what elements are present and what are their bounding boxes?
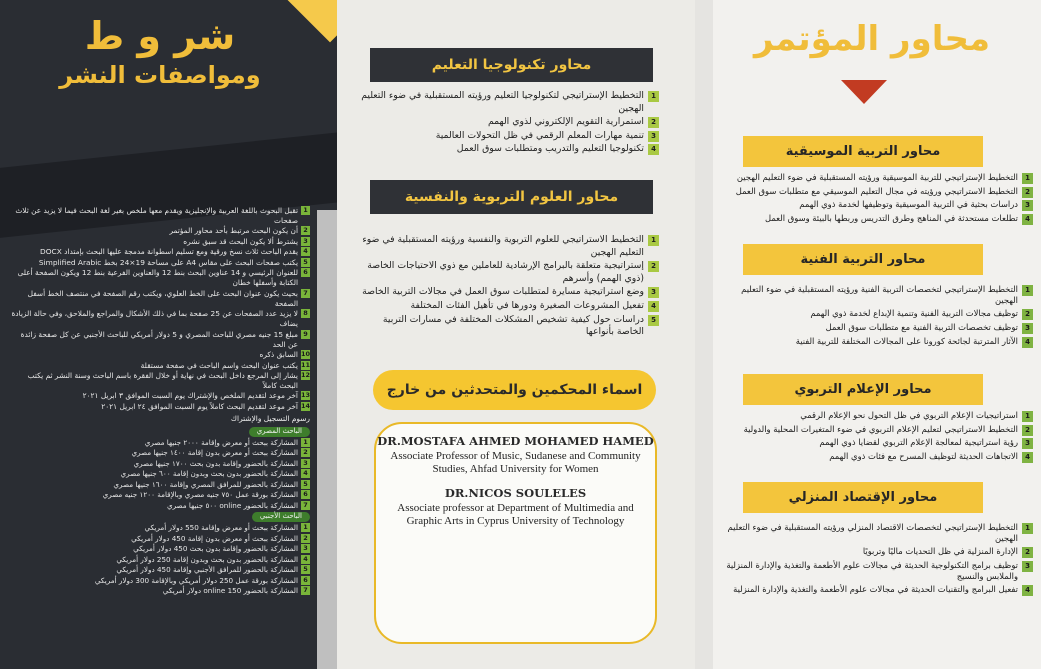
art-list: [720, 284, 1033, 349]
item-number-badge: 5: [301, 480, 310, 489]
foreign-label: الباحث الأجنبي: [252, 512, 310, 522]
item-number-badge: 2: [1022, 547, 1033, 558]
item-text: يقدم الباحث ثلاث نسخ ورقية ومع تسليم اسطوانة مدمجة عليها البحث بإمتداد DOCX: [40, 247, 298, 257]
list-item: [720, 199, 1033, 211]
item-number-badge: 2: [301, 226, 310, 235]
item-number-badge: 1: [1022, 523, 1033, 534]
list-item: [720, 522, 1033, 545]
item-text: المشاركة ببحث أو معرض وإقامة 550 دولار أمريكي: [144, 523, 298, 533]
tech-list: [359, 90, 659, 157]
list-item: [10, 226, 310, 236]
topics-panel-middle: [337, 0, 695, 669]
item-number-badge: 4: [301, 247, 310, 256]
item-text: المشاركة بالحضور online 150 دولار أمريكي: [162, 586, 298, 596]
panel-edge: [695, 0, 713, 669]
list-item: [10, 555, 310, 565]
item-text: المشاركة بالحضور للمرافق الأجنبي وإقامة 450 دولار أمريكي: [116, 565, 298, 575]
item-text: التخطيط الاستراتيجي للعلوم التربوية والنفسية ورؤيته المستقبلية في ضوء التعليم الهجين: [362, 234, 644, 258]
item-text: استمرارية التقويم الإلكتروني لذوي الهمم: [487, 116, 644, 128]
list-item: [720, 336, 1033, 348]
reviewer-entry: [376, 434, 655, 476]
item-text: تكنولوجيا التعليم والتدريب ومتطلبات سوق العمل: [456, 143, 644, 155]
list-item: [10, 480, 310, 490]
item-number-badge: 2: [301, 534, 310, 543]
item-text: يكتب عنوان البحث واسم الباحث في صفحة مستقلة: [140, 360, 298, 370]
music-header: محاور التربية الموسيقية: [743, 136, 983, 167]
item-number-badge: 2: [1022, 425, 1033, 436]
item-number-badge: 4: [301, 469, 310, 478]
item-number-badge: 13: [300, 391, 310, 400]
reviewer-name: DR.MOSTAFA AHMED MOHAMED HAMED: [377, 434, 654, 448]
item-text: تطلعات مستحدثة في المناهج وطرق التدريس وربطها بالبيئة وسوق العمل: [764, 212, 1018, 223]
list-item: [720, 424, 1033, 436]
conditions-subtitle: ومواصفات النشر: [59, 61, 261, 89]
topics-panel-right: [695, 0, 1041, 669]
item-text: المشاركة ببحث أو معرض وإقامة ٢٠٠٠ جنيها مصري: [144, 437, 298, 447]
music-list: [720, 172, 1033, 226]
item-number-badge: 5: [301, 258, 310, 267]
list-item: [10, 576, 310, 586]
item-number-badge: 7: [301, 586, 310, 595]
item-number-badge: 3: [648, 131, 659, 142]
item-number-badge: 11: [300, 360, 310, 369]
list-item: [10, 534, 310, 544]
item-number-badge: 2: [1022, 309, 1033, 320]
item-text: أن يكون البحث مرتبط بأحد محاور المؤتمر: [169, 226, 298, 236]
list-item: [10, 371, 310, 391]
item-text: المشاركة بورقة عمل ٧٥٠ جنيه مصري وبالإقامة ١٢٠٠ جنيه مصري: [102, 490, 298, 500]
list-item: [10, 206, 310, 226]
item-text: التخطيط الإستراتيجي لتخصصات الاقتصاد المنزلي ورؤيته المستقبلية في ضوء التعليم الهجين: [727, 522, 1018, 544]
item-text: الاتجاهات الحديثة لتوظيف المسرح مع فئات ذوي الهمم: [829, 450, 1018, 461]
item-number-badge: 3: [301, 459, 310, 468]
list-item: [10, 330, 310, 350]
list-item: [10, 544, 310, 554]
list-item: [720, 213, 1033, 225]
item-text: دراسات بحثية في التربية الموسيقية وتوظيفها لخدمة ذوي الهمم: [799, 199, 1018, 210]
list-item: [359, 143, 659, 156]
list-item: [10, 258, 310, 268]
list-item: [359, 90, 659, 115]
reviewers-card: [374, 422, 657, 644]
media-header: محاور الإعلام التربوي: [743, 374, 983, 405]
item-number-badge: 1: [1022, 173, 1033, 184]
edu-header: محاور العلوم التربوية والنفسية: [370, 180, 653, 214]
item-number-badge: 2: [301, 448, 310, 457]
item-number-badge: 10: [300, 350, 310, 359]
item-text: المشاركة بالحضور وإقامة بدون بحث 450 دولار أمريكي: [133, 544, 298, 554]
item-text: السابق ذكره: [259, 350, 298, 360]
item-number-badge: 1: [301, 438, 310, 447]
list-item: [359, 314, 659, 339]
list-item: [720, 584, 1033, 596]
item-number-badge: 1: [1022, 285, 1033, 296]
list-item: [10, 289, 310, 309]
list-item: [720, 437, 1033, 449]
item-number-badge: 4: [1022, 452, 1033, 463]
item-number-badge: 5: [301, 565, 310, 574]
reviewers-pill: اسماء المحكمين والمتحدثين من خارج: [373, 370, 656, 410]
item-number-badge: 6: [301, 576, 310, 585]
item-text: التخطيط الإستراتيجي لتكنولوجيا التعليم ورؤيته المستقبلية في ضوء التعليم الهجين: [361, 90, 644, 114]
item-text: مبلغ 15 جنيه مصري للباحث المصري و 5 دولار أمريكي للباحث الأجنبي عن كل صفحة زائدة عن الحد: [20, 329, 298, 349]
item-text: لا يزيد عدد الصفحات عن 25 صفحة بما في ذلك الأشكال والمراجع والملاحق، وفي حالة الزيادة يضاف: [11, 309, 298, 329]
item-number-badge: 4: [301, 555, 310, 564]
item-text: توظيف برامج التكنولوجية الحديثة في مجالات علوم الأطعمة والتغذية والإدارة المنزلية والملابس والنسيج: [726, 560, 1018, 582]
list-item: [720, 560, 1033, 583]
list-item: [10, 402, 310, 412]
topics-title: محاور المؤتمر: [753, 19, 991, 59]
list-item: [359, 260, 659, 285]
egyptian-label: الباحث المصري: [249, 427, 310, 437]
list-item: [359, 234, 659, 259]
item-number-badge: 12: [300, 371, 310, 380]
item-text: آخر موعد لتقديم البحث كاملاً يوم السبت الموافق ٢٤ ابريل ٢٠٢١: [101, 401, 298, 411]
list-item: [10, 565, 310, 575]
item-number-badge: 3: [301, 544, 310, 553]
list-item: [359, 286, 659, 299]
item-text: المشاركة بالحضور بدون بحث وبدون إقامة ٦٠٠ جنيها مصري: [120, 469, 298, 479]
item-number-badge: 6: [301, 490, 310, 499]
item-number-badge: 1: [1022, 411, 1033, 422]
item-text: تفعيل المشروعات الصغيرة ودورها في تأهيل الفئات المختلفة: [410, 299, 644, 311]
item-text: المشاركة بالحضور online ٥٠٠ جنيها مصري: [166, 500, 298, 510]
item-number-badge: 14: [300, 401, 310, 410]
item-number-badge: 9: [301, 330, 310, 339]
item-text: للعنوان الرئيسي و 14 عناوين البحث بنط 12 والعناوين الفرعية بنط 12 ويكون الصفحة أعلى الكتابة وأسفلها خطان: [17, 268, 298, 288]
reviewer-name: DR.NICOS SOULELES: [444, 486, 587, 500]
list-item: [720, 186, 1033, 198]
item-text: الآثار المترتبة لجائحة كورونا على المجالات المختلفة للتربية الفنية: [795, 335, 1018, 346]
item-text: المشاركة بالحضور وإقامة بدون بحث ١٧٠٠ جنيها مصري: [133, 458, 298, 468]
down-arrow-icon: [841, 80, 887, 104]
item-number-badge: 3: [1022, 323, 1033, 334]
home-list: [720, 522, 1033, 598]
item-text: تقبل البحوث باللغة العربية والإنجليزية ويقدم معها ملخص بغير لغة البحث فيما لا يزيد عن ثلاث صفحات: [15, 206, 298, 225]
item-number-badge: 4: [1022, 585, 1033, 596]
item-number-badge: 7: [301, 501, 310, 510]
item-text: رؤية استراتيجية لمعالجة الإعلام التربوي لقضايا ذوي الهمم: [819, 437, 1018, 448]
item-number-badge: 1: [301, 206, 310, 215]
item-text: المشاركة بورقة عمل 250 دولار أمريكي وبالإقامة 300 دولار أمريكي: [94, 575, 298, 585]
item-text: وضع استراتيجية مسايرة لمتطلبات سوق العمل في مجالات التربية الخاصة: [362, 286, 644, 298]
list-item: [10, 501, 310, 511]
item-number-badge: 7: [301, 289, 310, 298]
list-item: [10, 438, 310, 448]
decorative-diamond: [288, 0, 337, 42]
item-text: إستراتيجية متعلقة بالبرامج الإرشادية للعاملين مع ذوي الاحتياجات الخاصة (ذوي الهمم) وأسرهم: [367, 260, 644, 284]
list-item: [10, 247, 310, 257]
item-number-badge: 6: [301, 268, 310, 277]
home-header: محاور الإقتصاد المنزلي: [743, 482, 983, 513]
list-item: [10, 361, 310, 371]
item-text: يشترط ألا يكون البحث قد سبق نشره: [183, 236, 298, 246]
conditions-panel: [0, 0, 337, 669]
item-text: التخطيط الإستراتيجي لتخصصات التربية الفنية ورؤيته المستقبلية في ضوء التعليم الهجين: [741, 284, 1018, 306]
item-text: توظيف مجالات التربية الفنية وتنمية الإبداع لخدمة ذوي الهمم: [810, 308, 1018, 319]
item-number-badge: 4: [1022, 214, 1033, 225]
list-item: [720, 322, 1033, 334]
reviewer-affiliation: Associate professor at Department of Multimedia and Graphic Arts in Cyprus University of Technology: [397, 502, 634, 527]
list-item: [720, 451, 1033, 463]
item-number-badge: 4: [1022, 337, 1033, 348]
list-item: [359, 130, 659, 143]
item-text: استراتيجيات الإعلام التربوي في ظل التحول نحو الإعلام الرقمي: [800, 410, 1018, 420]
art-header: محاور التربية الفنية: [743, 244, 983, 275]
list-item: [720, 172, 1033, 184]
item-text: المشاركة ببحث أو معرض بدون إقامة ١٤٠٠ جنيها مصري: [131, 448, 298, 458]
list-item: [10, 350, 310, 360]
fees-title: رسوم التسجيل والإشتراك: [230, 413, 310, 423]
item-text: المشاركة ببحث أو معرض بدون إقامة 450 دولار أمريكي: [131, 533, 298, 543]
item-number-badge: 2: [648, 261, 659, 272]
conditions-list: [10, 206, 310, 597]
conditions-title: شر و ط: [84, 14, 236, 58]
panel-edge: [317, 210, 337, 669]
list-item: [10, 391, 310, 401]
item-text: دراسات حول كيفية تشخيص المشكلات المختلفة في مسارات التربية الخاصة بأنواعها: [382, 313, 644, 338]
item-text: بحيث يكون عنوان البحث على الخط العلوي، ويكتب رقم الصفحة في منتصف الخط أسفل الصفحة: [27, 288, 298, 308]
list-item: [720, 308, 1033, 320]
list-item: [10, 459, 310, 469]
list-item: [359, 116, 659, 129]
list-item: [10, 268, 310, 288]
item-text: المشاركة بالحضور بدون بحث وبدون إقامة 250 دولار أمريكي: [116, 554, 298, 564]
item-number-badge: 8: [301, 309, 310, 318]
item-text: الإدارة المنزلية في ظل التحديات ماليًا وتربويًا: [862, 546, 1018, 557]
item-text: توظيف تخصصات التربية الفنية مع متطلبات سوق العمل: [825, 322, 1018, 332]
item-text: تنمية مهارات المعلم الرقمي في ظل التحولات العالمية: [435, 129, 644, 141]
list-item: [10, 469, 310, 479]
item-number-badge: 1: [648, 235, 659, 246]
list-item: [10, 309, 310, 329]
item-text: يكتب صفحات البحث على مقاس A4 على مساحة 19×24 بخط Simplified Arabic: [38, 257, 298, 267]
tech-header: محاور تكنولوجيا التعليم: [370, 48, 653, 82]
item-text: المشاركة بالحضور للمرافق المصري وإقامة ١٦٠٠ جنيها مصري: [113, 479, 298, 489]
item-number-badge: 3: [301, 237, 310, 246]
item-number-badge: 3: [1022, 561, 1033, 572]
item-text: تفعيل البرامج والتقنيات الحديثة في مجالات علوم الأطعمة والتغذية والإدارة المنزلية: [733, 584, 1018, 595]
reviewer-entry: [376, 486, 655, 528]
item-number-badge: 3: [1022, 200, 1033, 211]
item-number-badge: 5: [648, 315, 659, 326]
list-item: [10, 448, 310, 458]
list-item: [10, 586, 310, 596]
item-number-badge: 4: [648, 301, 659, 312]
list-item: [359, 300, 659, 313]
media-list: [720, 410, 1033, 464]
item-number-badge: 2: [648, 117, 659, 128]
list-item: [720, 410, 1033, 422]
list-item: [720, 546, 1033, 558]
item-text: التخطيط الاستراتيجي لتعليم الإعلام التربوي في ضوء المتغيرات المحلية والدولية: [743, 423, 1018, 434]
item-number-badge: 2: [1022, 187, 1033, 198]
item-text: التخطيط الإستراتيجي للتربية الموسيقية ورؤيته المستقبلية في ضوء التعليم الهجين: [736, 172, 1018, 182]
item-number-badge: 3: [1022, 438, 1033, 449]
item-number-badge: 1: [648, 91, 659, 102]
item-number-badge: 1: [301, 523, 310, 532]
edu-list: [359, 234, 659, 340]
item-text: يشار إلى المرجع داخل البحث في نهاية أو خلال الفقرة باسم الباحث وسنة النشر ثم يكتب البحث كاملاً: [27, 371, 298, 390]
item-number-badge: 3: [648, 287, 659, 298]
item-text: آخر موعد لتقديم الملخص والإشتراك يوم السبت الموافق ٣ ابريل ٢٠٢١: [82, 391, 298, 401]
item-number-badge: 4: [648, 144, 659, 155]
item-text: التخطيط الاستراتيجي ورؤيته في مجال التعليم الموسيقي مع متطلبات سوق العمل: [735, 185, 1018, 196]
list-item: [10, 490, 310, 500]
list-item: [720, 284, 1033, 307]
reviewer-affiliation: Associate Professor of Music, Sudanese and Community Studies, Ahfad University for Women: [390, 450, 641, 475]
list-item: [10, 237, 310, 247]
list-item: [10, 523, 310, 533]
